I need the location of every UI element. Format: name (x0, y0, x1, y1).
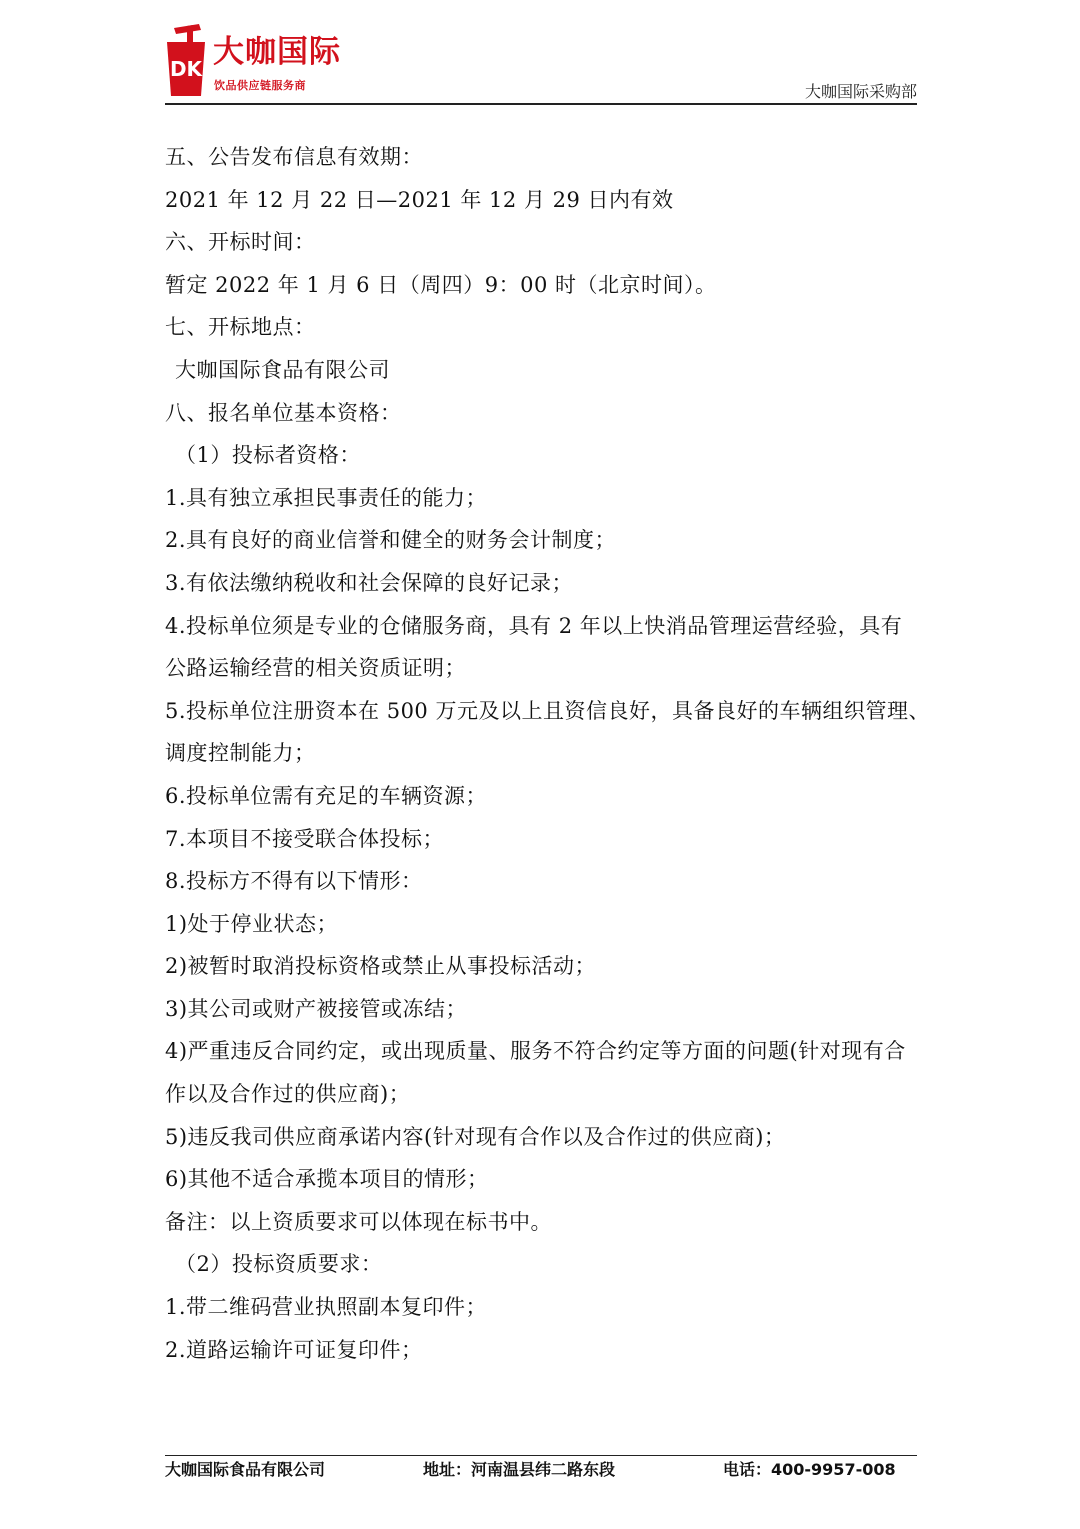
logo-name: 大咖国际 (213, 34, 341, 70)
list-item: 5.投标单位注册资本在 500 万元及以上且资信良好，具备良好的车辆组织管理、 (165, 698, 930, 723)
list-item: 2.具有良好的商业信誉和健全的财务会计制度； (165, 528, 617, 553)
sub-list-item-continuation: 作以及合作过的供应商)； (165, 1082, 411, 1107)
section-six-heading: 六、开标时间： (165, 230, 316, 255)
document-body (165, 136, 930, 1371)
subsection-bidder-qualification: （1）投标者资格： (175, 443, 361, 468)
list-item: 8.投标方不得有以下情形： (165, 869, 423, 894)
list-item-continuation: 公路运输经营的相关资质证明； (165, 656, 466, 681)
page-header (165, 18, 917, 104)
subsection-qualification-requirements: （2）投标资质要求： (175, 1252, 383, 1277)
footer-company: 大咖国际食品有限公司 (165, 1460, 326, 1479)
bid-opening-location: 大咖国际食品有限公司 (175, 357, 390, 382)
sub-list-item: 6)其他不适合承揽本项目的情形； (165, 1167, 489, 1192)
header-divider (165, 103, 917, 105)
list-item: 6.投标单位需有充足的车辆资源； (165, 783, 488, 808)
section-five-heading: 五、公告发布信息有效期： (165, 145, 423, 169)
remark-note: 备注：以上资质要求可以体现在标书中。 (165, 1209, 552, 1234)
page-footer (165, 1456, 917, 1484)
sub-list-item: 3)其公司或财产被接管或冻结； (165, 996, 468, 1021)
bid-opening-time: 暂定 2022 年 1 月 6 日（周四）9：00 时（北京时间）。 (165, 272, 717, 297)
section-seven-heading: 七、开标地点： (165, 315, 316, 340)
sub-list-item: 1)处于停业状态； (165, 911, 339, 936)
list-item: 7.本项目不接受联合体投标； (165, 826, 445, 851)
list-item: 2.道路运输许可证复印件； (165, 1337, 423, 1362)
logo-tagline: 饮品供应链服务商 (214, 79, 306, 92)
sub-list-item: 5)违反我司供应商承诺内容(针对现有合作以及合作过的供应商)； (165, 1124, 786, 1149)
department-label: 大咖国际采购部 (804, 82, 917, 101)
list-item-continuation: 调度控制能力； (165, 741, 316, 766)
dk-logo-icon (165, 24, 207, 100)
list-item: 1.带二维码营业执照副本复印件； (165, 1295, 488, 1320)
sub-list-item: 2)被暂时取消投标资格或禁止从事投标活动； (165, 954, 597, 979)
sub-list-item: 4)严重违反合同约定，或出现质量、服务不符合约定等方面的问题(针对现有合 (165, 1039, 906, 1064)
section-eight-heading: 八、报名单位基本资格： (165, 400, 402, 425)
list-item: 1.具有独立承担民事责任的能力； (165, 485, 488, 510)
footer-phone: 电话：400-9957-008 (723, 1460, 896, 1479)
list-item: 4.投标单位须是专业的仓储服务商，具有 2 年以上快消品管理运营经验，具有 (165, 613, 903, 638)
logo-mark-text: DK (169, 57, 203, 81)
footer-address: 地址：河南温县纬二路东段 (423, 1460, 616, 1479)
list-item: 3.有依法缴纳税收和社会保障的良好记录； (165, 570, 574, 595)
validity-period: 2021 年 12 月 22 日—2021 年 12 月 29 日内有效 (165, 187, 674, 212)
